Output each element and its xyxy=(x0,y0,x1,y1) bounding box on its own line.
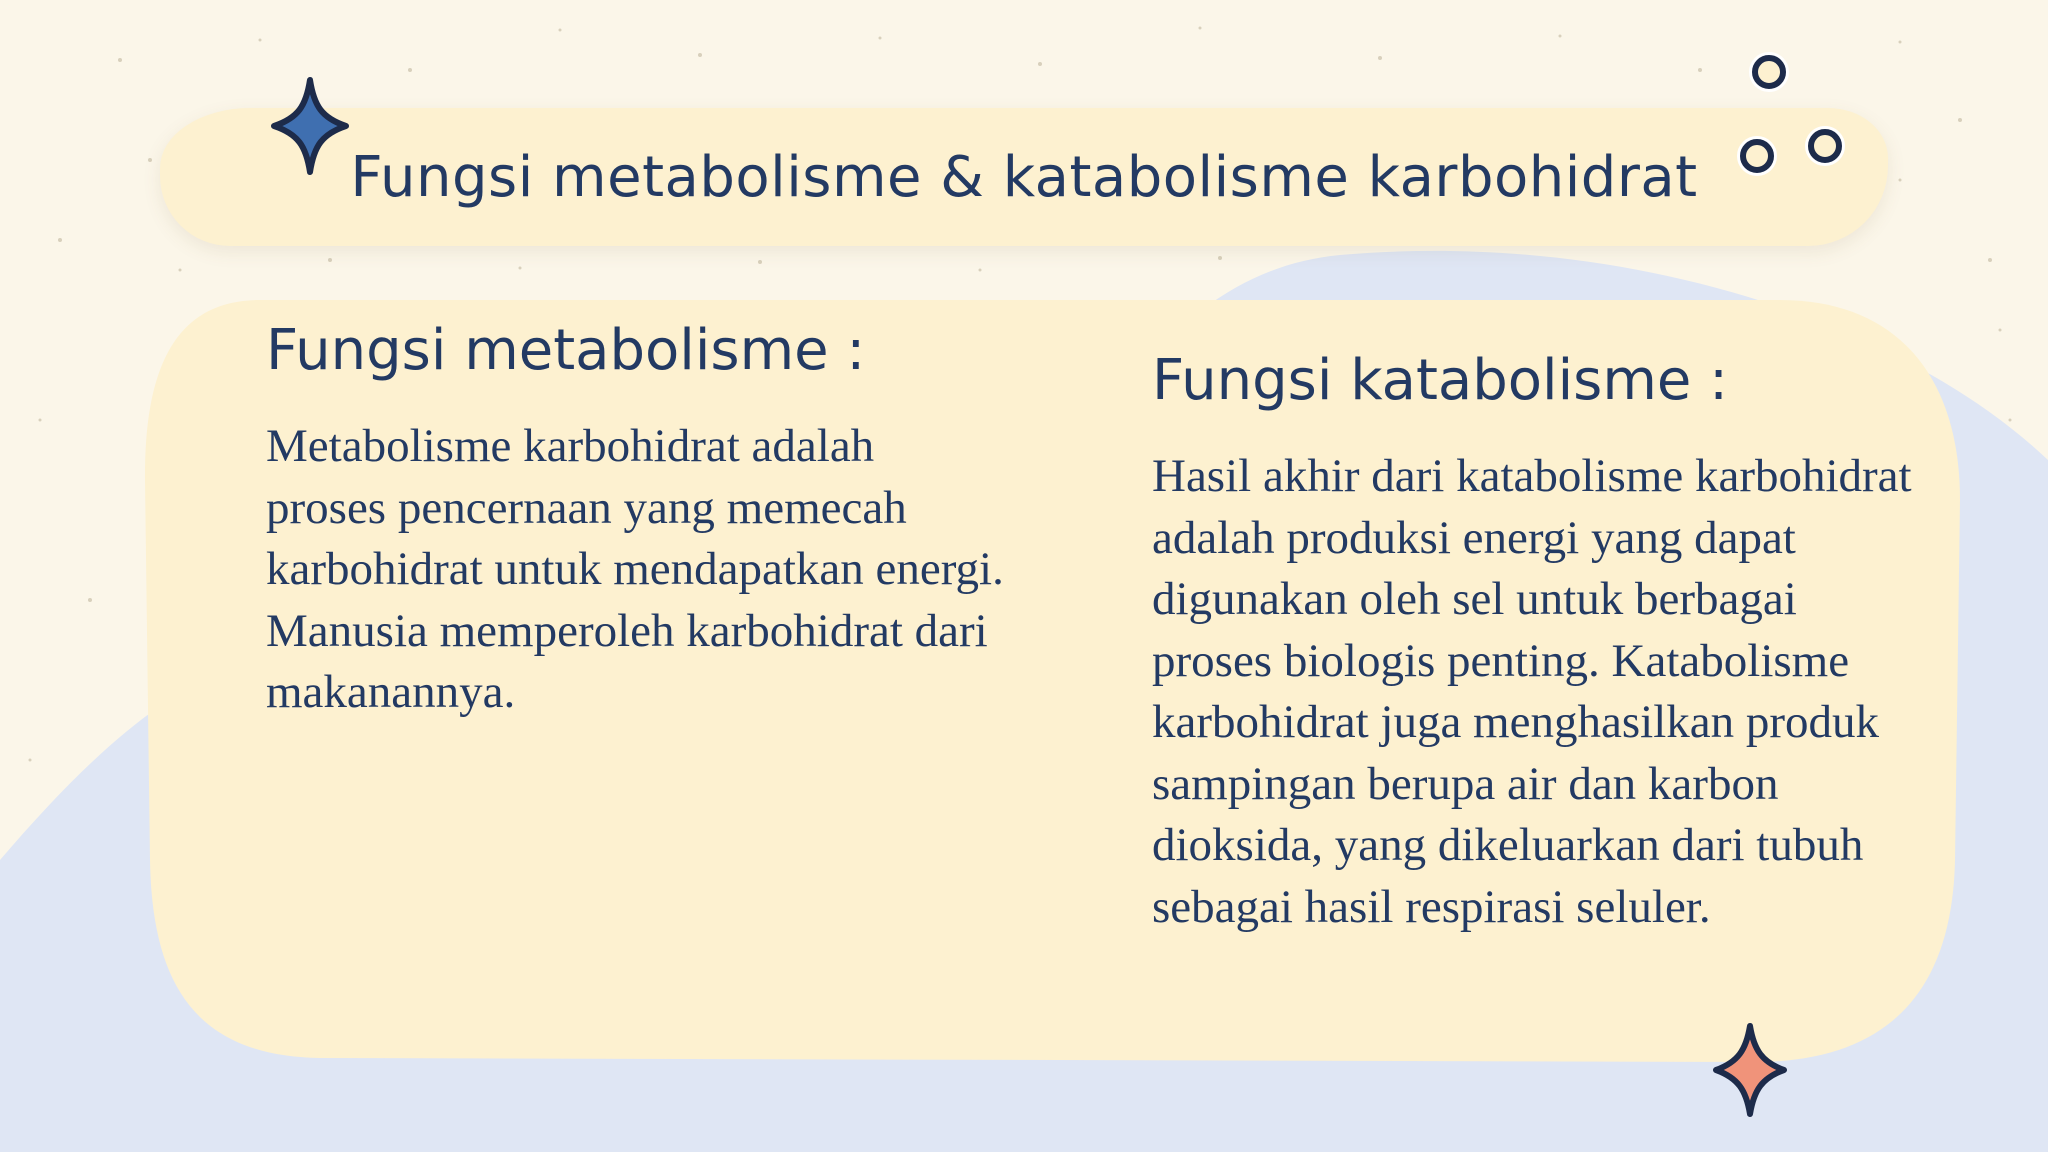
slide-title: Fungsi metabolisme & katabolisme karbohidrat xyxy=(350,144,1698,210)
metabolism-body: Metabolisme karbohidrat adalah proses pencernaan yang memecah karbohidrat untuk mendapatkan energi. Manusia memperoleh karbohidrat dari makanannya. xyxy=(266,420,1004,718)
catabolism-heading: Fungsi katabolisme : xyxy=(1152,348,1729,413)
sparkle-star-blue-icon xyxy=(270,76,350,176)
ring-dots-icon xyxy=(1725,48,1855,183)
sparkle-star-orange-icon xyxy=(1712,1022,1788,1118)
metabolism-heading: Fungsi metabolisme : xyxy=(266,318,866,383)
catabolism-body: Hasil akhir dari katabolisme karbohidrat adalah produksi energi yang dapat digunakan oleh sel untuk berbagai proses biologis penting. Katabolisme karbohidrat juga menghasilkan produk sampingan berupa air dan karbon dioksida, yang dikeluarkan dari tubuh sebagai hasil respirasi seluler. xyxy=(1152,450,1912,933)
